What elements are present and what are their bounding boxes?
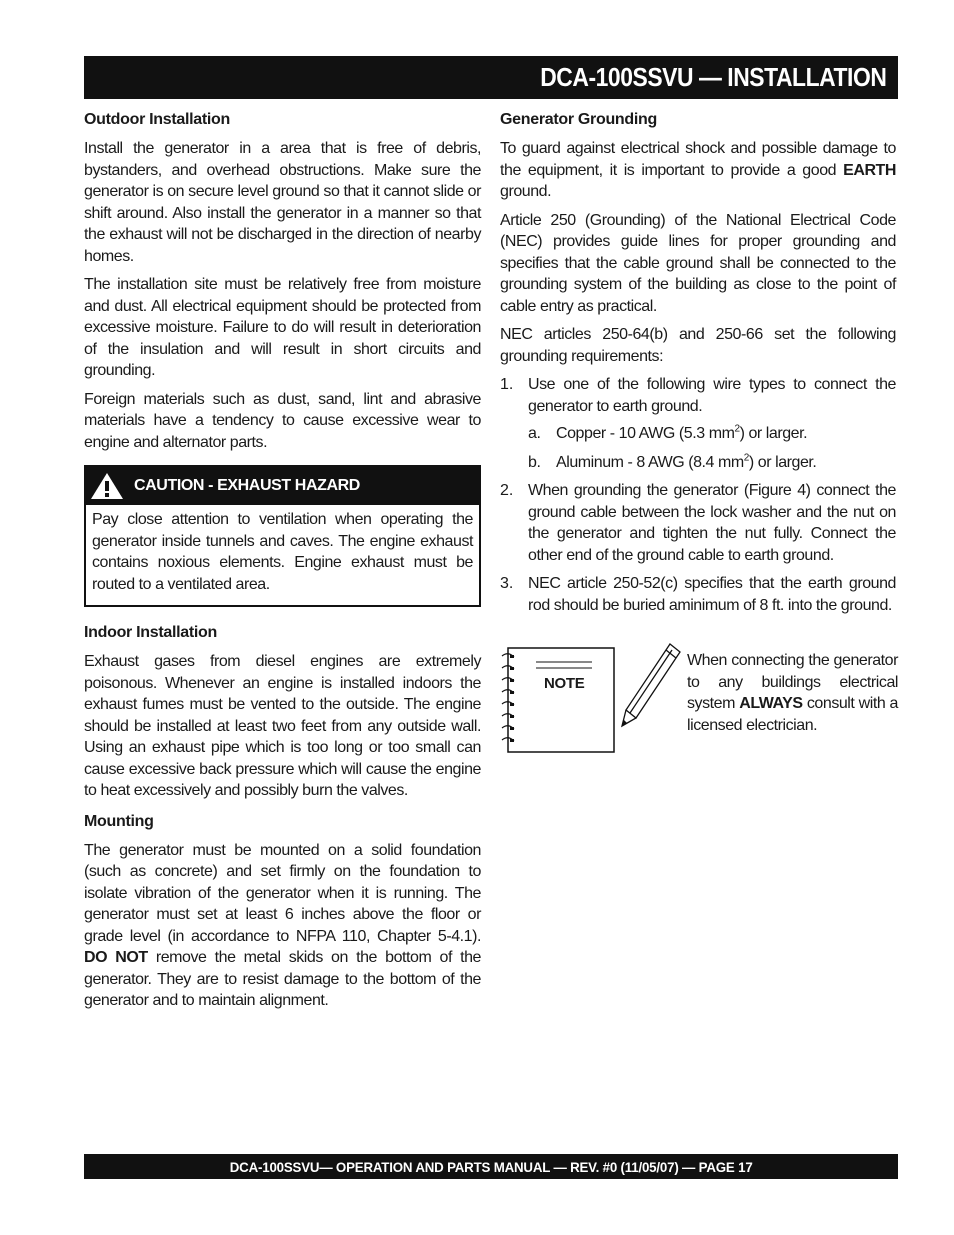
indoor-paragraph: Exhaust gases from diesel engines are extremely poisonous. Whenever an engine is installed indoors the exhaust fumes must be vented to the outside. The engine should be installed at least two feet from any outside wall. Using an exhaust pipe which is too long or too small can cause excessive back pressure which will cause the engine to heat excessively and possibly burn the valves. [84,653,481,799]
list-number: 3. [500,575,514,592]
always-bold: ALWAYS [739,695,803,712]
mounting-heading: Mounting [84,812,154,830]
earth-bold: EARTH [843,161,896,179]
wire-type-sublist [528,423,896,473]
outdoor-paragraph-1: Install the generator in a area that is free of debris, bystanders, and overhead obstructions. Make sure the generator is on secure level ground so that it cannot slide or shift around. Also install the generator in a manner so that the exhaust will not be discharged in the direction of nearby homes. [84,140,481,265]
warning-triangle-icon [90,472,124,500]
list-number: 1. [500,376,514,393]
note-label: NOTE [544,675,585,692]
caution-title: CAUTION - EXHAUST HAZARD [134,477,360,494]
list-number: 2. [500,482,514,499]
footer-text: DCA-100SSVU— OPERATION AND PARTS MANUAL — REV. #0 (11/05/07) — PAGE 17 [229,1158,753,1175]
sublist-letter: a. [528,425,541,442]
sublist-text: Copper - 10 AWG (5.3 mm [556,425,735,442]
sublist-text-end: ) or larger. [739,425,808,442]
list-text: When grounding the generator (Figure 4) connect the ground cable between the lock washer and the nut on the generator and tighten the nut fully. Connect the other end of the ground cable to earth ground. [528,482,896,564]
note-text-end: consult with a licensed electrician. [687,695,898,734]
note-text [687,650,898,736]
sublist-text-end: ) or larger. [748,453,817,471]
list-item [500,480,896,566]
sublist-item [528,452,896,474]
indoor-heading: Indoor Installation [84,624,217,641]
caution-body [86,505,479,605]
header-bar [84,56,898,99]
superscript: 2 [743,452,749,464]
note-callout [500,640,896,760]
note-paragraph [687,650,898,736]
grounding-paragraph-3: NEC articles 250-64(b) and 250-66 set the following grounding requirements: [500,326,896,365]
left-column [84,110,481,1019]
mounting-paragraph [84,840,481,1012]
sublist-text: Aluminum - 8 AWG (8.4 mm [556,453,744,471]
grounding-paragraph-1 [500,138,896,203]
grounding-text-end: ground. [500,183,552,200]
mounting-text-start: The generator must be mounted on a solid foundation (such as concrete) and set firmly on the foundation to isolate vibration of the generator when it is running. The generator must set at least 6 inches above the floor or grade level (in accordance to NFPA 110, Chapter 5-4.1). [84,841,481,945]
mounting-do-not: DO NOT [84,949,148,966]
caution-header [86,467,479,505]
caution-text: Pay close attention to ventilation when operating the generator inside tunnels and caves. The engine exhaust contains noxious elements. Engine exhaust must be routed to a ventilated area. [92,511,473,593]
footer-bar [84,1154,898,1179]
note-text-start: When connecting the generator to any buildings electrical system [687,652,898,712]
pencil-icon [618,640,684,732]
outdoor-paragraph-3: Foreign materials such as dust, sand, lint and abrasive materials have a tendency to cause excessive wear to engine and alternator parts. [84,390,481,451]
grounding-paragraph-2: Article 250 (Grounding) of the National Electrical Code (NEC) provides guide lines for proper grounding and specifies that the cable ground shall be connected to the grounding system of the building as close to the point of cable entry as practical. [500,211,896,315]
mounting-text-end: remove the metal skids on the bottom of the generator. They are to resist damage to the bottom of the generator and to maintain alignment. [84,949,481,1009]
caution-box [84,465,481,607]
grounding-heading: Generator Grounding [500,111,657,128]
sublist-item [528,423,896,445]
page-title: DCA-100SSVU — INSTALLATION [539,62,886,92]
outdoor-paragraph-2: The installation site must be relatively free from moisture and dust. All electrical equipment should be protected from excessive moisture. Failure to do will result in deterioration of the insulation and will result in short circuits and grounding. [84,276,481,379]
grounding-text-start: To guard against electrical shock and possible damage to the equipment, it is important to provide a good [500,140,896,179]
outdoor-heading: Outdoor Installation [84,111,230,128]
sublist-letter: b. [528,453,541,471]
list-text: NEC article 250-52(c) specifies that the earth ground rod should be buried aminimum of 8 ft. into the ground. [528,575,896,614]
grounding-requirements-list [500,374,896,616]
notebook-icon [500,646,616,754]
list-item [500,374,896,473]
right-column [500,110,896,760]
list-text: Use one of the following wire types to connect the generator to earth ground. [528,376,896,415]
superscript: 2 [734,423,740,435]
list-item [500,573,896,616]
